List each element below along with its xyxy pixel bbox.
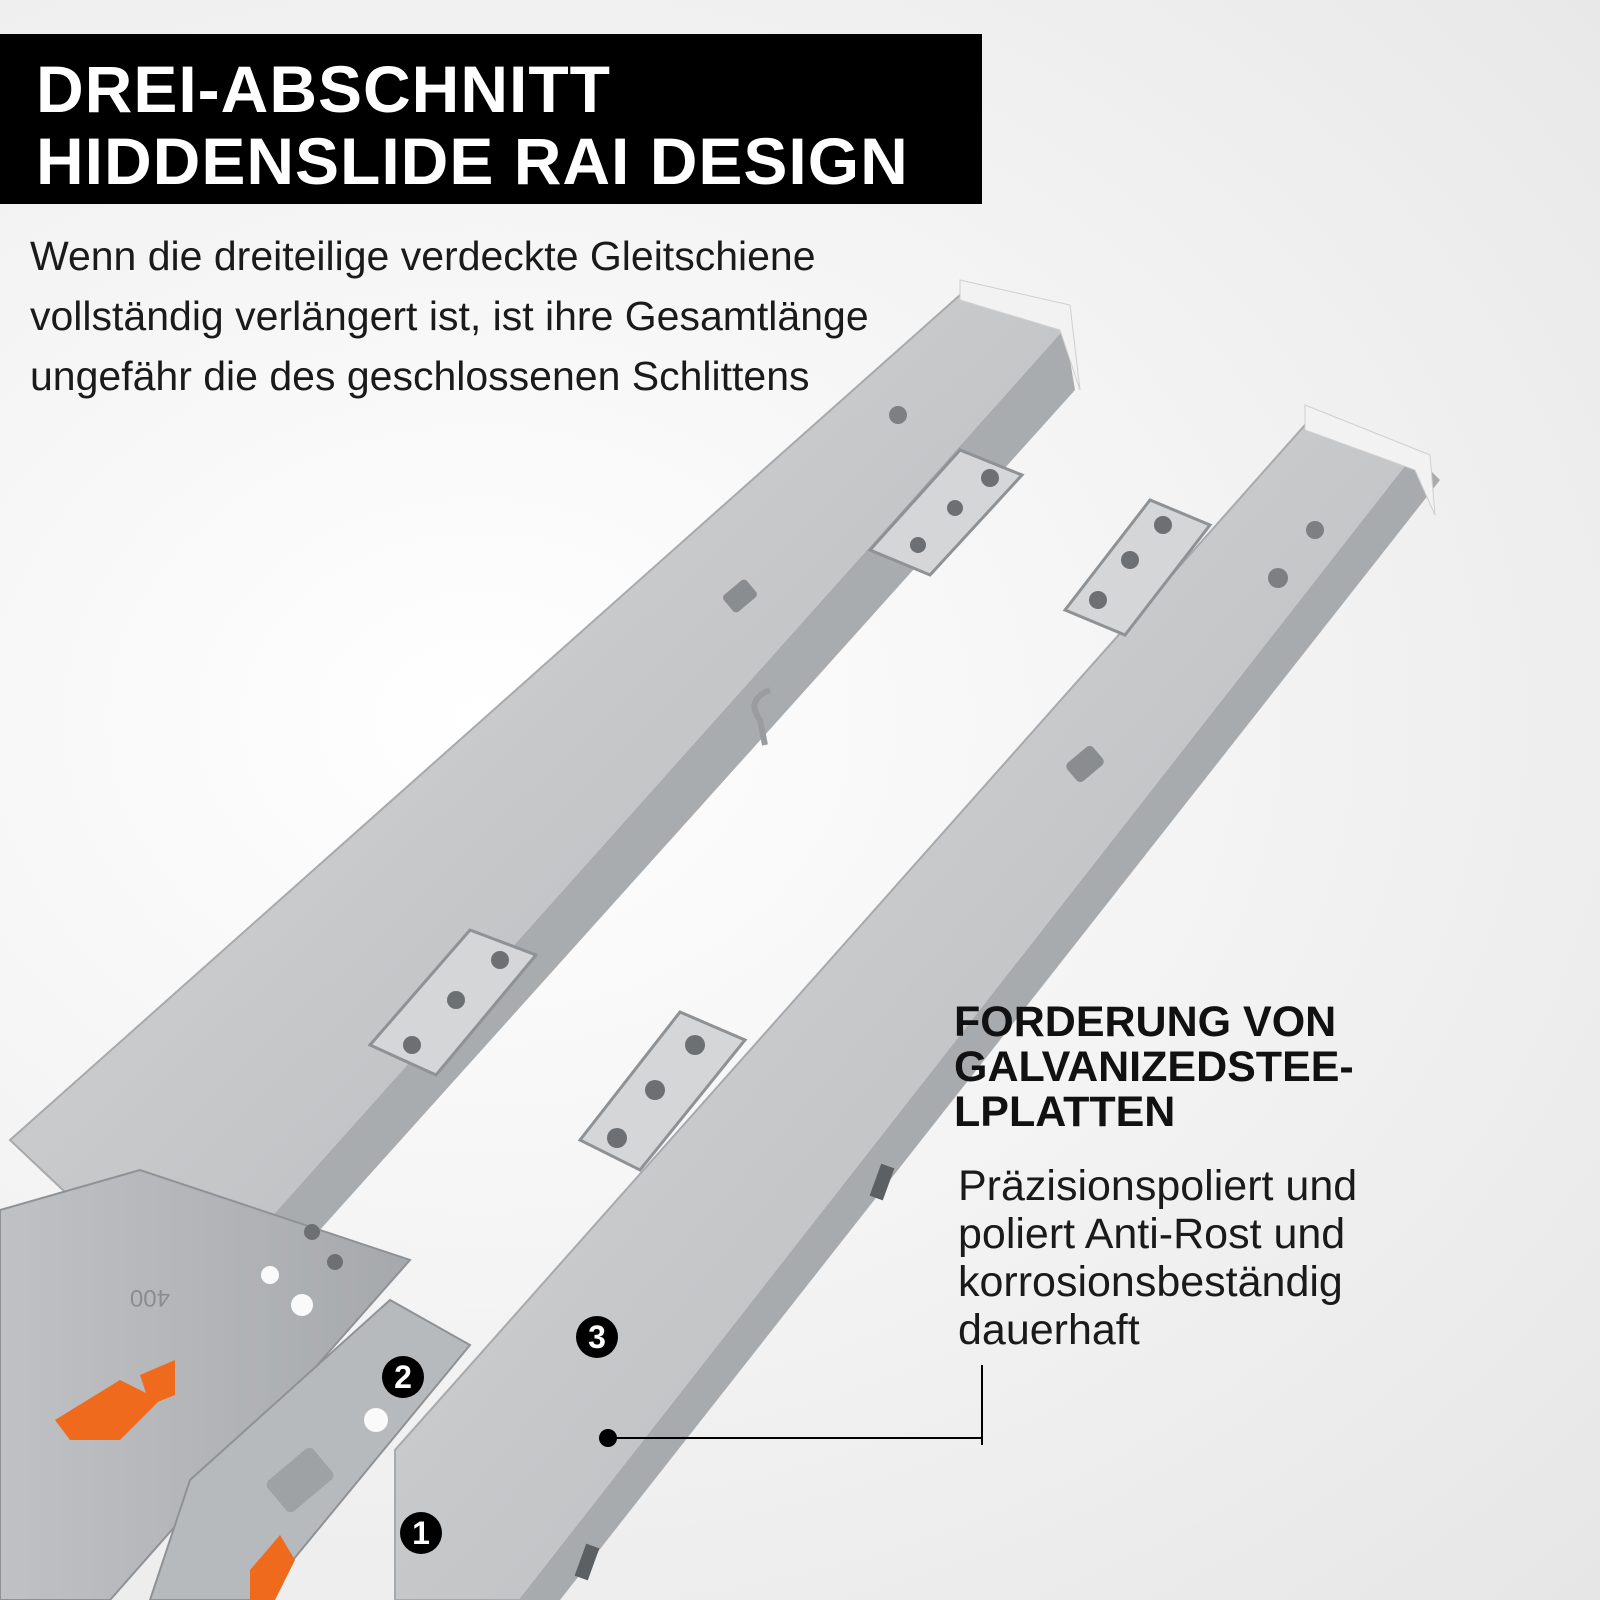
title-line-2: HIDDENSLIDE RAI DESIGN [36, 124, 909, 198]
rail-stamp: 400 [129, 1284, 170, 1311]
marker-3: 3 [576, 1316, 618, 1358]
feature-text [958, 1162, 1357, 1354]
description-line-1: Wenn die dreiteilige verdeckte Gleitschiene [30, 233, 816, 279]
title-banner [0, 34, 982, 204]
feature-title-line-2: GALVANIZEDSTEE- [954, 1043, 1354, 1091]
marker-1: 1 [400, 1512, 442, 1554]
feature-title [954, 1000, 1354, 1135]
left-rail [10, 280, 1080, 1330]
description-line-3: ungefähr die des geschlossenen Schlittens [30, 353, 810, 399]
feature-text-line-3: korrosionsbeständig [958, 1258, 1343, 1306]
feature-title-line-1: FORDERUNG VON [954, 998, 1337, 1046]
feature-text-line-1: Präzisionspoliert und [958, 1162, 1358, 1210]
feature-title-line-3: LPLATTEN [954, 1088, 1176, 1136]
description-text [30, 226, 1030, 406]
description-line-2: vollständig verlängert ist, ist ihre Gesamtlänge [30, 293, 869, 339]
marker-2: 2 [382, 1356, 424, 1398]
feature-text-line-2: poliert Anti-Rost und [958, 1210, 1346, 1258]
title-line-1: DREI-ABSCHNITT [36, 52, 611, 126]
feature-text-line-4: dauerhaft [958, 1306, 1140, 1354]
